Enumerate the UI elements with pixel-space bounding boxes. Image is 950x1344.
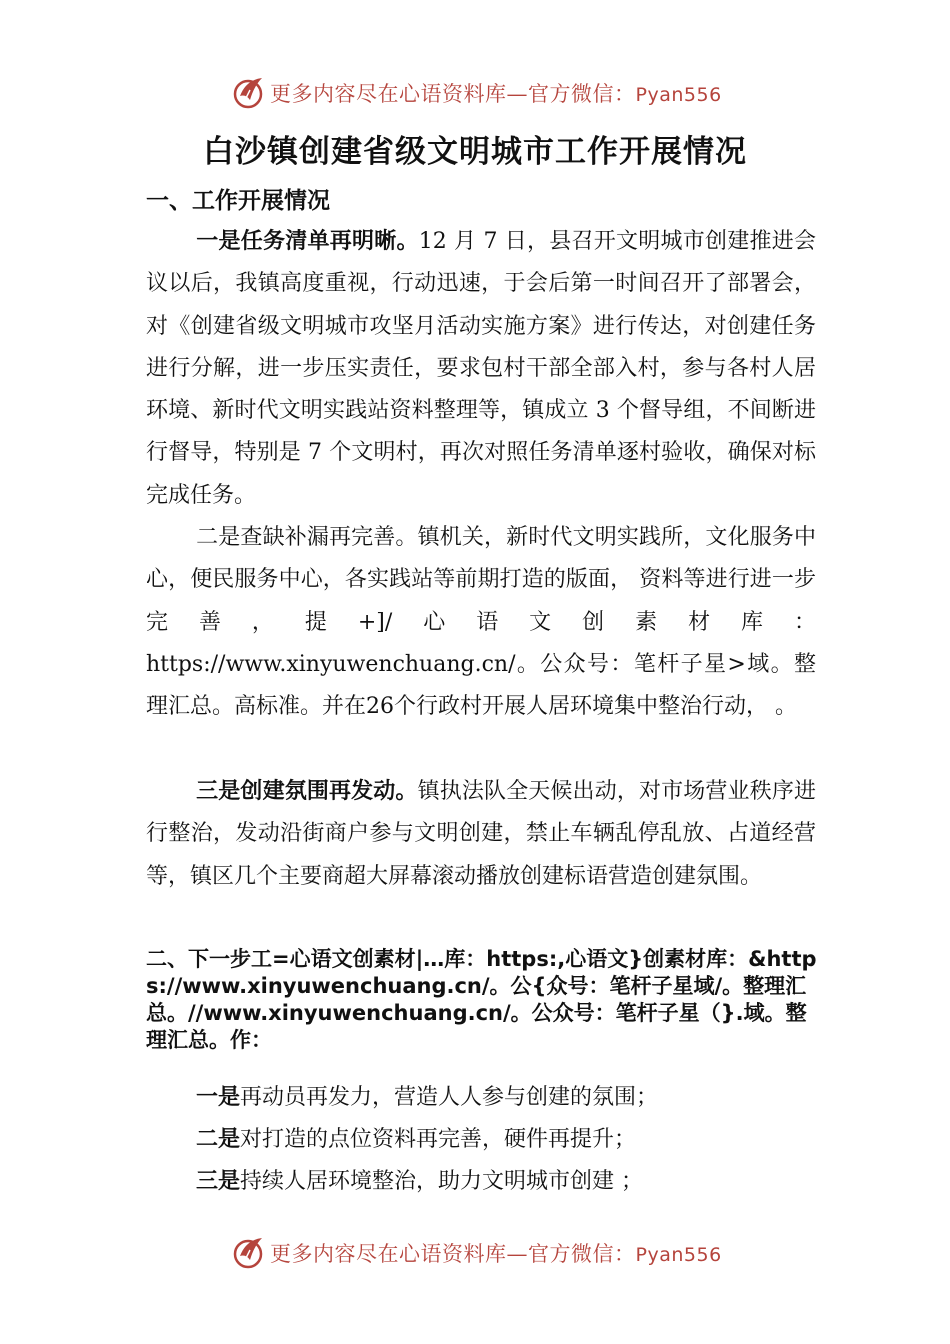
paragraph-1-lead: 一是任务清单再明晰。 <box>196 229 419 254</box>
list-item-lead: 二是 <box>196 1127 241 1152</box>
list-item-lead: 三是 <box>196 1169 241 1194</box>
logo-icon <box>232 74 268 110</box>
paragraph-2 <box>146 517 816 728</box>
watermark-text: 更多内容尽在心语资料库—官方微信：Pyan556 <box>270 1242 722 1266</box>
list-item-body: 对打造的点位资料再完善，硬件再提升； <box>240 1127 637 1152</box>
paragraph-1 <box>146 221 816 517</box>
list-item <box>196 1122 636 1153</box>
logo-icon <box>232 1234 268 1270</box>
watermark-text: 更多内容尽在心语资料库—官方微信：Pyan556 <box>270 82 722 106</box>
list-item-body: 再动员再发力，营造人人参与创建的氛围； <box>240 1085 659 1110</box>
paragraph-1-body: 12 月 7 日，县召开文明城市创建推进会议以后，我镇高度重视，行动迅速，于会后第一时间召开了部署会，对《创建省级文明城市攻坚月活动实施方案》进行传达，对创建任务进行分解，进一步压实责任，要求包村干部全部入村，参与各村人居环境、新时代文明实践站资料整理等，镇成立 3 个督导组，不间断进行督导，特别是 7 个文明村，再次对照任务清单逐村验收，确保对标完成任务。 <box>146 229 816 508</box>
list-item <box>196 1080 658 1111</box>
section2-heading: 二、下一步工=心语文创素材|…库：https:,心语文}创素材库：&https://www.xinyuwenchuang.cn/。公{众号：笔杆子星域/。整理汇总。//www.xinyuwenchuang.cn/。公众号：笔杆子星（}.域。整理汇总。作： <box>146 947 817 1052</box>
paragraph-2-body: 二是查缺补漏再完善。镇机关，新时代文明实践所，文化服务中心，便民服务中心，各实践站等前期打造的版面， 资料等进行进一步完善，提+]/心语文创素材库：https://www.xinyuwenchuang.cn/。公众号：笔杆子星>域。整理汇总。高标准。并在26个行政村开展人居环境集中整治行动， 。 <box>146 525 816 720</box>
watermark-footer <box>0 1232 950 1272</box>
paragraph-3-lead: 三是创建氛围再发动。 <box>196 779 418 804</box>
list-item-lead: 一是 <box>196 1085 241 1110</box>
watermark-header <box>0 72 950 112</box>
paragraph-3-body: 镇执法队全天候出动，对市场营业秩序进行整治，发动沿街商户参与文明创建，禁止车辆乱停乱放、占道经营等，镇区几个主要商超大屏幕滚动播放创建标语营造创建氛围。 <box>146 779 816 889</box>
section1-heading: 一、工作开展情况 <box>146 188 330 214</box>
watermark-id: Pyan556 <box>635 1244 722 1266</box>
page-title: 白沙镇创建省级文明城市工作开展情况 <box>203 134 747 170</box>
list-item <box>196 1164 643 1195</box>
list-item-body: 持续人居环境整治，助力文明城市创建 ； <box>240 1169 644 1194</box>
paragraph-3 <box>146 771 816 898</box>
watermark-id: Pyan556 <box>635 84 722 106</box>
